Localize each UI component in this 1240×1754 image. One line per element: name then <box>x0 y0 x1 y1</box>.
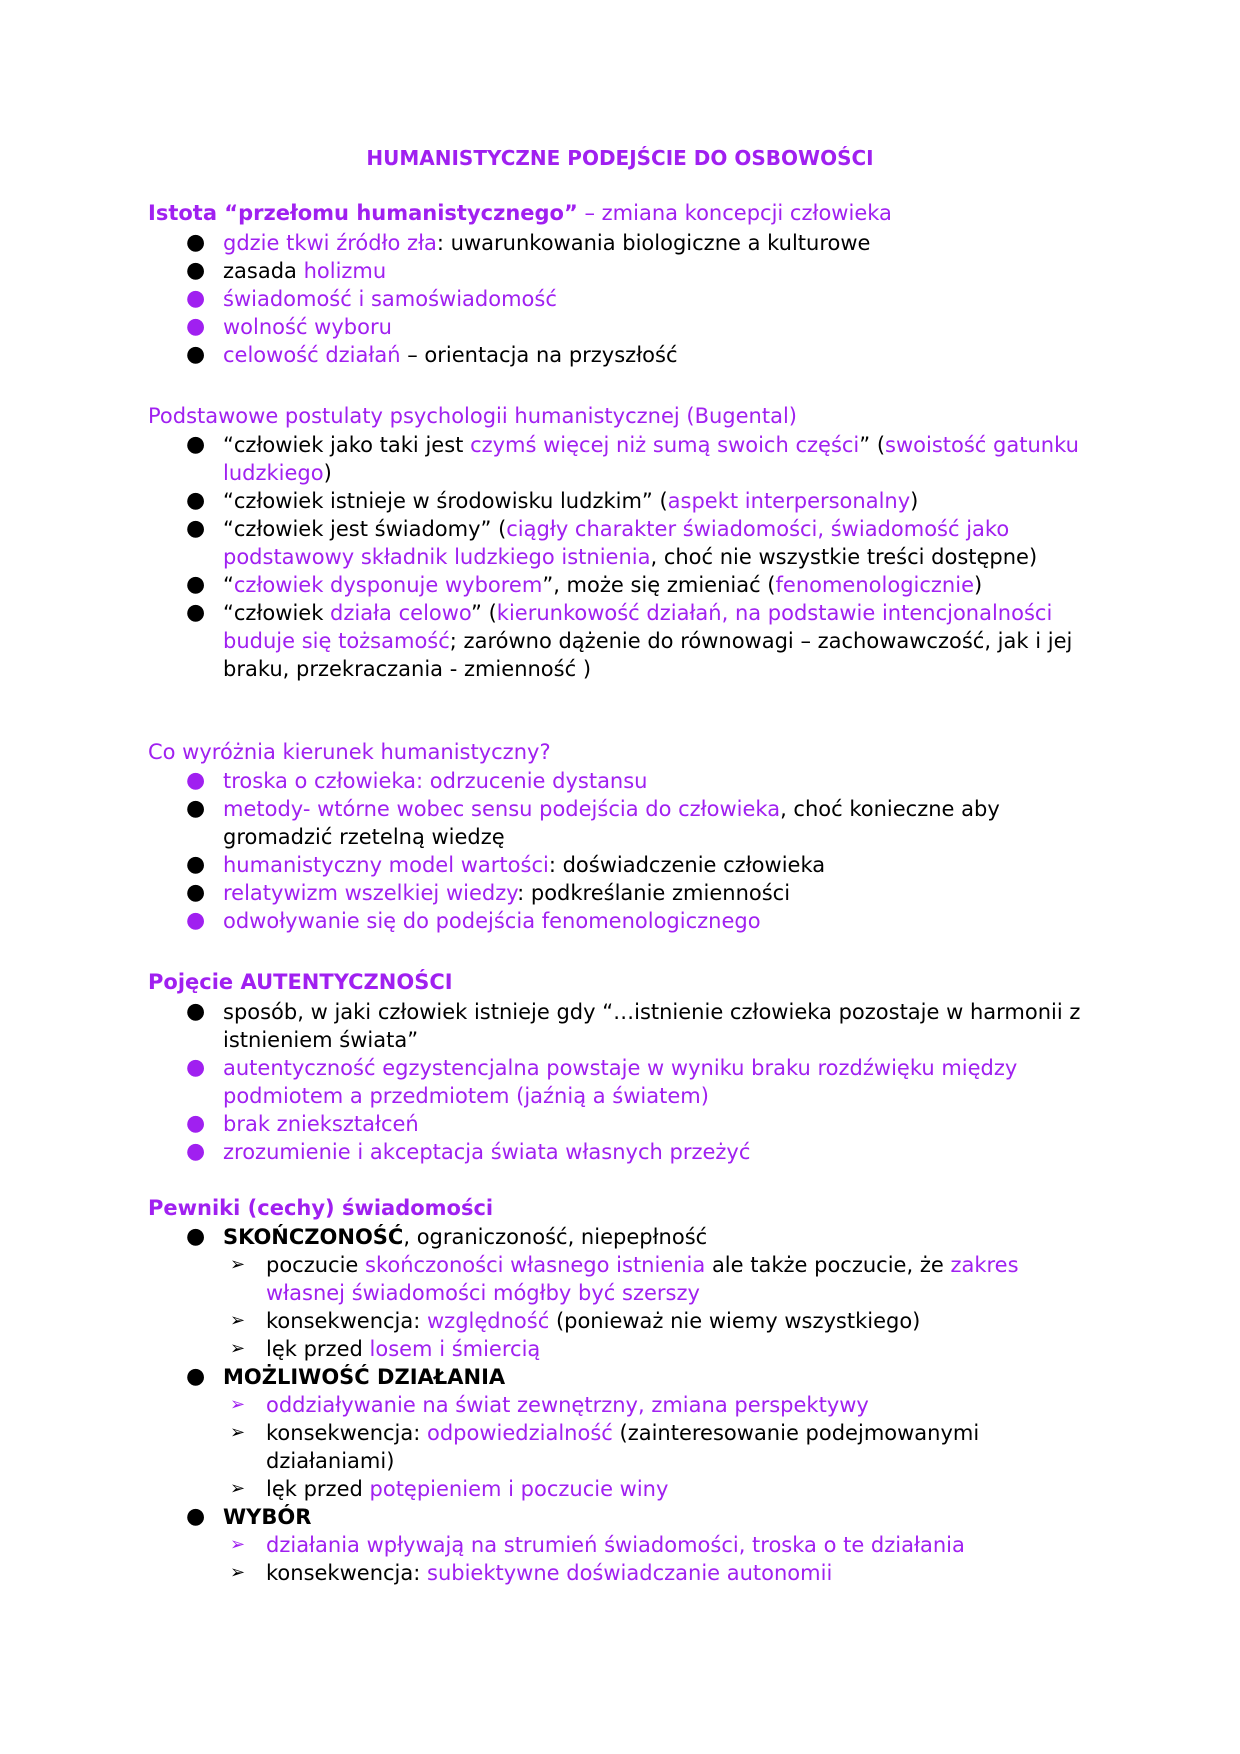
sub-list-item <box>223 1307 1100 1335</box>
item-text: zasada <box>223 259 304 283</box>
item-text: , choć konieczne aby gromadzić rzetelną wiedzę <box>223 797 1000 849</box>
bullet-icon: ● <box>186 230 206 255</box>
item-text-accent: celowość działań <box>223 343 401 367</box>
section-heading-kierunek: Co wyróżnia kierunek humanistyczny? <box>148 740 551 764</box>
bullet-icon: ● <box>186 1224 206 1249</box>
sub-list-item <box>223 1335 1100 1363</box>
item-text-accent: odpowiedzialność <box>427 1421 613 1445</box>
bullet-icon: ● <box>186 852 206 877</box>
item-text-accent: relatywizm wszelkiej wiedzy <box>223 881 518 905</box>
bullet-icon: ● <box>186 432 206 457</box>
item-text-accent: humanistyczny model wartości <box>223 853 549 877</box>
item-text-accent: autentyczność egzystencjalna powstaje w wyniku braku rozdźwięku między podmiotem a przedmiotem (jaźnią a światem) <box>223 1056 1018 1108</box>
bullet-icon: ● <box>186 1055 206 1080</box>
item-text: : doświadczenie człowieka <box>548 853 826 877</box>
item-text-accent: człowiek dysponuje wyborem <box>233 573 543 597</box>
list-item <box>0 879 1240 907</box>
item-text-accent: czymś więcej niż sumą swoich części <box>470 433 860 457</box>
list-item <box>0 1054 1240 1110</box>
bullet-icon: ● <box>186 286 206 311</box>
item-text-accent: holizmu <box>303 259 387 283</box>
item-text-accent: świadomość i samoświadomość <box>223 287 557 311</box>
list-item <box>0 285 1240 313</box>
list-autentycznosc <box>0 998 1240 1166</box>
list-item <box>0 229 1240 257</box>
list-item <box>0 767 1240 795</box>
item-text: poczucie <box>266 1253 366 1277</box>
list-item <box>0 1138 1240 1166</box>
item-text-bold: SKOŃCZONOŚĆ <box>223 1225 404 1249</box>
bullet-icon: ● <box>186 572 206 597</box>
item-text-accent: zakres własnej świadomości mógłby być szerszy <box>266 1253 1019 1305</box>
list-item <box>0 1110 1240 1138</box>
item-text: : uwarunkowania biologiczne a kulturowe <box>436 231 871 255</box>
heading-bold: Istota “przełomu humanistycznego” <box>148 201 578 225</box>
arrow-right-icon: ➢ <box>230 1338 246 1359</box>
item-text-accent: działania wpływają na strumień świadomości, troska o te działania <box>266 1533 965 1557</box>
list-item <box>0 313 1240 341</box>
list-item <box>0 341 1240 369</box>
list-item-skonczonosc <box>0 1223 1240 1363</box>
section-heading-autentycznosc: Pojęcie AUTENTYCZNOŚCI <box>148 970 453 994</box>
section-heading-istota <box>148 200 892 226</box>
bullet-icon: ● <box>186 314 206 339</box>
bullet-icon: ● <box>186 908 206 933</box>
sub-list-item <box>223 1419 1100 1475</box>
item-text: sposób, w jaki człowiek istnieje gdy “…istnienie człowieka pozostaje w harmonii z istnieniem świata” <box>223 1000 1081 1052</box>
item-text: “człowiek istnieje w środowisku ludzkim” ( <box>223 489 668 513</box>
arrow-right-icon: ➢ <box>230 1310 246 1331</box>
item-text: , choć nie wszystkie treści dostępne) <box>650 545 1038 569</box>
list-kierunek <box>0 767 1240 935</box>
bullet-icon: ● <box>186 600 206 625</box>
list-item <box>0 515 1240 571</box>
list-item <box>0 257 1240 285</box>
item-text-accent: swoistość gatunku ludzkiego <box>223 433 1079 485</box>
sub-list-item <box>223 1391 1100 1419</box>
item-text: “człowiek <box>223 601 331 625</box>
list-istota <box>0 229 1240 369</box>
page-title: HUMANISTYCZNE PODEJŚCIE DO OSBOWOŚCI <box>366 146 874 170</box>
item-text: ) <box>323 461 332 485</box>
arrow-right-icon: ➢ <box>230 1254 246 1275</box>
sub-list-item <box>223 1559 1100 1587</box>
list-item <box>0 487 1240 515</box>
sublist-mozliwosc-dzialania <box>223 1391 1100 1503</box>
arrow-right-icon: ➢ <box>230 1478 246 1499</box>
sub-list-item <box>223 1251 1100 1307</box>
item-text: ”, może się zmieniać ( <box>542 573 776 597</box>
bullet-icon: ● <box>186 488 206 513</box>
list-item <box>0 907 1240 935</box>
bullet-icon: ● <box>186 258 206 283</box>
list-item-wybor <box>0 1503 1240 1587</box>
item-text: “człowiek jest świadomy” ( <box>223 517 507 541</box>
bullet-icon: ● <box>186 1504 206 1529</box>
item-text-accent: metody- wtórne wobec sensu podejścia do człowieka <box>223 797 781 821</box>
item-text-accent: fenomenologicznie <box>775 573 974 597</box>
item-text-accent: aspekt interpersonalny <box>667 489 911 513</box>
arrow-right-icon: ➢ <box>230 1562 246 1583</box>
item-text: ale także poczucie, że <box>705 1253 951 1277</box>
list-item-mozliwosc-dzialania <box>0 1363 1240 1503</box>
item-text: ) <box>974 573 983 597</box>
bullet-icon: ● <box>186 1364 206 1389</box>
item-text: “człowiek jako taki jest <box>223 433 471 457</box>
item-text-accent: wolność wyboru <box>223 315 392 339</box>
bullet-icon: ● <box>186 768 206 793</box>
item-text-accent: troska o człowieka: odrzucenie dystansu <box>223 769 648 793</box>
bullet-icon: ● <box>186 342 206 367</box>
list-postulaty <box>0 431 1240 683</box>
bullet-icon: ● <box>186 796 206 821</box>
list-item <box>0 571 1240 599</box>
item-text-accent: zrozumienie i akceptacja świata własnych przeżyć <box>223 1140 751 1164</box>
item-text: lęk przed <box>266 1337 370 1361</box>
item-text-bold: MOŻLIWOŚĆ DZIAŁANIA <box>223 1365 506 1389</box>
bullet-icon: ● <box>186 1111 206 1136</box>
sublist-skonczonosc <box>223 1251 1100 1363</box>
section-heading-pewniki: Pewniki (cechy) świadomości <box>148 1196 494 1220</box>
item-text: ” ( <box>859 433 886 457</box>
item-text: ) <box>910 489 919 513</box>
list-item <box>0 851 1240 879</box>
item-text-accent: kierunkowość działań, na podstawie intencjonalności buduje się tożsamość <box>223 601 1053 653</box>
sublist-wybor <box>223 1531 1100 1587</box>
item-text-accent: oddziaływanie na świat zewnętrzny, zmiana perspektywy <box>266 1393 869 1417</box>
sub-list-item <box>223 1531 1100 1559</box>
arrow-right-icon: ➢ <box>230 1422 246 1443</box>
bullet-icon: ● <box>186 880 206 905</box>
heading-rest: – zmiana koncepcji człowieka <box>577 201 892 225</box>
list-item <box>0 431 1240 487</box>
item-text-bold: WYBÓR <box>223 1505 312 1529</box>
section-heading-postulaty: Podstawowe postulaty psychologii humanistycznej (Bugental) <box>148 404 797 428</box>
list-item <box>0 599 1240 683</box>
item-text: , ograniczoność, niepepłność <box>403 1225 708 1249</box>
item-text: ” ( <box>471 601 497 625</box>
item-text-accent: ciągły charakter świadomości, świadomość jako podstawowy składnik ludzkiego istnienia <box>223 517 1010 569</box>
item-text: (zainteresowanie podejmowanymi działaniami) <box>266 1421 980 1473</box>
item-text: ; zarówno dążenie do równowagi – zachowawczość, jak i jej braku, przekraczania - zmienność ) <box>223 629 1073 681</box>
item-text-accent: potępieniem i poczucie winy <box>369 1477 669 1501</box>
sub-list-item <box>223 1475 1100 1503</box>
list-pewniki <box>0 1223 1240 1587</box>
item-text: – orientacja na przyszłość <box>400 343 678 367</box>
bullet-icon: ● <box>186 1139 206 1164</box>
item-text: lęk przed <box>266 1477 370 1501</box>
item-text-accent: działa celowo <box>330 601 472 625</box>
arrow-right-icon: ➢ <box>230 1394 246 1415</box>
item-text-accent: odwoływanie się do podejścia fenomenologicznego <box>223 909 761 933</box>
list-item <box>0 998 1240 1054</box>
item-text: “ <box>223 573 234 597</box>
item-text-accent: losem i śmiercią <box>369 1337 541 1361</box>
arrow-right-icon: ➢ <box>230 1534 246 1555</box>
item-text: : podkreślanie zmienności <box>517 881 791 905</box>
item-text-accent: względność <box>427 1309 550 1333</box>
bullet-icon: ● <box>186 516 206 541</box>
item-text: konsekwencja: <box>266 1561 427 1585</box>
item-text-accent: brak zniekształceń <box>223 1112 419 1136</box>
item-text-accent: gdzie tkwi źródło zła <box>223 231 437 255</box>
item-text-accent: subiektywne doświadczanie autonomii <box>427 1561 833 1585</box>
item-text: konsekwencja: <box>266 1309 427 1333</box>
bullet-icon: ● <box>186 999 206 1024</box>
list-item <box>0 795 1240 851</box>
item-text-accent: skończoności własnego istnienia <box>365 1253 706 1277</box>
item-text: (ponieważ nie wiemy wszystkiego) <box>549 1309 921 1333</box>
item-text: konsekwencja: <box>266 1421 427 1445</box>
